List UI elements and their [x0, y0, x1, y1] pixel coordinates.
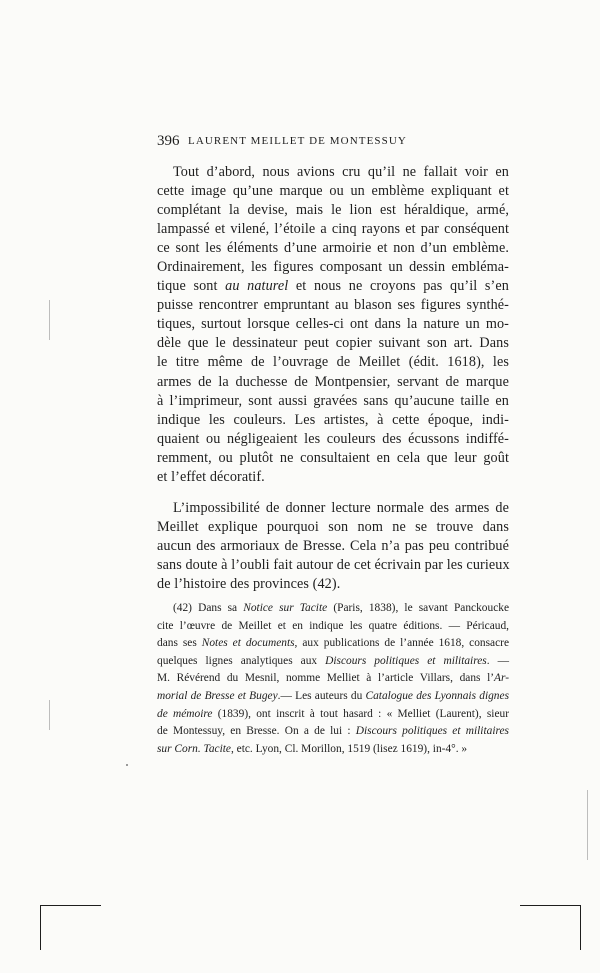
text-line: de l’histoire des provinces (42).	[157, 575, 341, 592]
text-line: à l’imprimeur, sont aussi gravées sans qu’aucune taille en	[157, 392, 509, 409]
text-line: puisse rencontrer empruntant au blason ses figures synthé-	[157, 297, 509, 314]
page-number: 396	[157, 133, 180, 149]
margin-mark	[126, 764, 128, 766]
page-header	[157, 133, 509, 153]
footnote-line: cite l’œuvre de Meillet et en indique les quatre éditions. — Péricaud,	[157, 619, 509, 632]
corner-mark	[520, 905, 581, 950]
text-line: remment, ou plutôt ne consultaient en cela que leur goût	[157, 449, 509, 466]
text-line: le titre même de l’ouvrage de Meillet (édit. 1618), les	[157, 354, 509, 371]
text-line: sans doute à l’oubli fait autour de cet écrivain par les curieux	[157, 556, 510, 573]
footnote-line: quelques lignes analytiques aux Discours politiques et militaires. —	[157, 654, 509, 667]
text-line: armes de la duchesse de Montpensier, servant de marque	[157, 373, 509, 390]
text-line: L’impossibilité de donner lecture normale des armes de	[173, 499, 509, 516]
footnote-line: (42) Dans sa Notice sur Tacite (Paris, 1838), le savant Panckoucke	[173, 602, 509, 614]
footnote-line: sur Corn. Tacite, etc. Lyon, Cl. Morillon, 1519 (lisez 1619), in-4°. »	[157, 742, 468, 755]
text-line: complétant la devise, mais le lion est héraldique, armé,	[157, 202, 509, 219]
body-text	[157, 163, 509, 594]
footnote	[157, 600, 509, 758]
text-line: dèle que le dessinateur peut copier suivant son art. Dans	[157, 335, 509, 352]
text-line: ce sont les éléments d’une armoirie et non d’un emblème.	[157, 240, 509, 257]
text-line: et l’effet décoratif.	[157, 468, 265, 485]
text-line: Tout d’abord, nous avions cru qu’il ne fallait voir en	[173, 164, 509, 180]
text-line: tique sont au naturel et nous ne croyons pas qu’il s’en	[157, 278, 509, 295]
footnote-line: de Montessuy, en Bresse. On a de lui : Discours politiques et militaires	[157, 725, 509, 738]
paragraph	[157, 163, 509, 487]
footnote-line: morial de Bresse et Bugey.— Les auteurs du Catalogue des Lyonnais dignes	[157, 689, 509, 702]
text-line: quaient ou négligeaient les couleurs des écussons indiffé-	[157, 430, 509, 447]
text-line: Meillet explique pourquoi son nom ne se trouve dans	[157, 518, 509, 535]
footnote-line: M. Révérend du Mesnil, nomme Melliet à l’article Villars, dans l’Ar-	[157, 672, 509, 685]
text-line: indique les couleurs. Les artistes, à cette époque, indi-	[157, 411, 509, 428]
footnote-line: de mémoire (1839), ont inscrit à tout hasard : « Melliet (Laurent), sieur	[157, 707, 509, 720]
margin-mark	[49, 300, 50, 340]
footnote-line: dans ses Notes et documents, aux publications de l’année 1618, consacre	[157, 637, 510, 650]
text-line: lampassé et vilené, l’étoile a cinq rayons et par conséquent	[157, 221, 509, 238]
corner-mark	[40, 905, 101, 950]
text-line: Ordinairement, les figures composant un dessin emblémа-	[157, 259, 509, 276]
text-line: aucun des armoriaux de Bresse. Cela n’a pas peu contribué	[157, 537, 509, 554]
margin-mark	[587, 790, 588, 860]
text-line: tiques, surtout lorsque celles-ci ont dans la nature un mo-	[157, 316, 509, 333]
margin-mark	[49, 700, 50, 730]
running-head: LAURENT MEILLET DE MONTESSUY	[188, 135, 407, 147]
text-line: cette image qu’une marque ou un emblème expliquant et	[157, 183, 509, 200]
paragraph	[157, 499, 509, 594]
